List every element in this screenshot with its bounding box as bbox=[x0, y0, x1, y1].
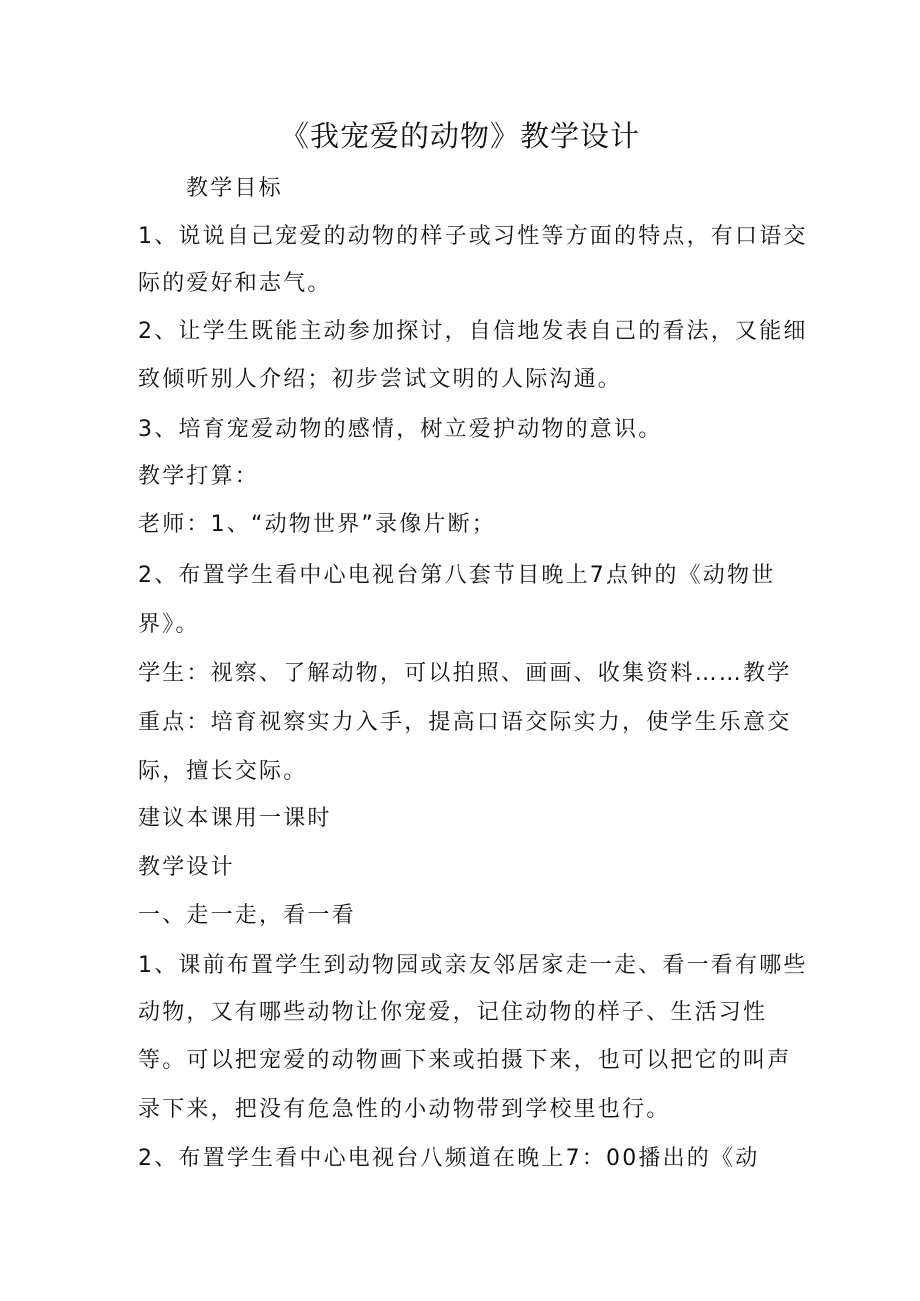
text-line: 际，擅长交际。 bbox=[138, 759, 308, 784]
text-line: 1、说说自己宠爱的动物的样子或习性等方面的特点，有口语交 bbox=[138, 224, 808, 249]
text-line: 老师：1、“动物世界”录像片断； bbox=[138, 512, 496, 537]
text-line: 3、培育宠爱动物的感情，树立爱护动物的意识。 bbox=[138, 417, 663, 442]
text-line: 建议本课用一课时 bbox=[138, 806, 332, 831]
text-line: 际的爱好和志气。 bbox=[138, 271, 332, 296]
text-line: 录下来，把没有危急性的小动物带到学校里也行。 bbox=[138, 1097, 671, 1122]
document-title: 《我宠爱的动物》教学设计 bbox=[279, 119, 640, 153]
text-line: 2、布置学生看中心电视台第八套节目晚上7点钟的《动物世 bbox=[138, 563, 776, 588]
section-heading-walk-and-see: 一、走一走，看一看 bbox=[138, 903, 356, 928]
text-line: 等。可以把宠爱的动物画下来或拍摄下来，也可以把它的叫声 bbox=[138, 1048, 792, 1073]
text-line: 界》。 bbox=[138, 612, 200, 637]
section-heading-preparation: 教学打算： bbox=[138, 464, 260, 489]
text-line: 2、让学生既能主动参加探讨，自信地发表自己的看法，又能细 bbox=[138, 319, 808, 344]
text-line: 重点：培育视察实力入手，提高口语交际实力，使学生乐意交 bbox=[138, 710, 792, 735]
text-line: 致倾听别人介绍；初步尝试文明的人际沟通。 bbox=[138, 367, 623, 392]
section-heading-design: 教学设计 bbox=[138, 855, 235, 880]
text-line: 2、布置学生看中心电视台八频道在晚上7：00播出的《动 bbox=[138, 1146, 760, 1171]
section-heading-teaching-goals: 教学目标 bbox=[186, 176, 283, 201]
text-line: 1、课前布置学生到动物园或亲友邻居家走一走、看一看有哪些 bbox=[138, 953, 808, 978]
text-line: 学生：视察、了解动物，可以拍照、画画、收集资料……教学 bbox=[138, 661, 792, 686]
text-line: 动物，又有哪些动物让你宠爱，记住动物的样子、生活习性 bbox=[138, 1000, 768, 1025]
